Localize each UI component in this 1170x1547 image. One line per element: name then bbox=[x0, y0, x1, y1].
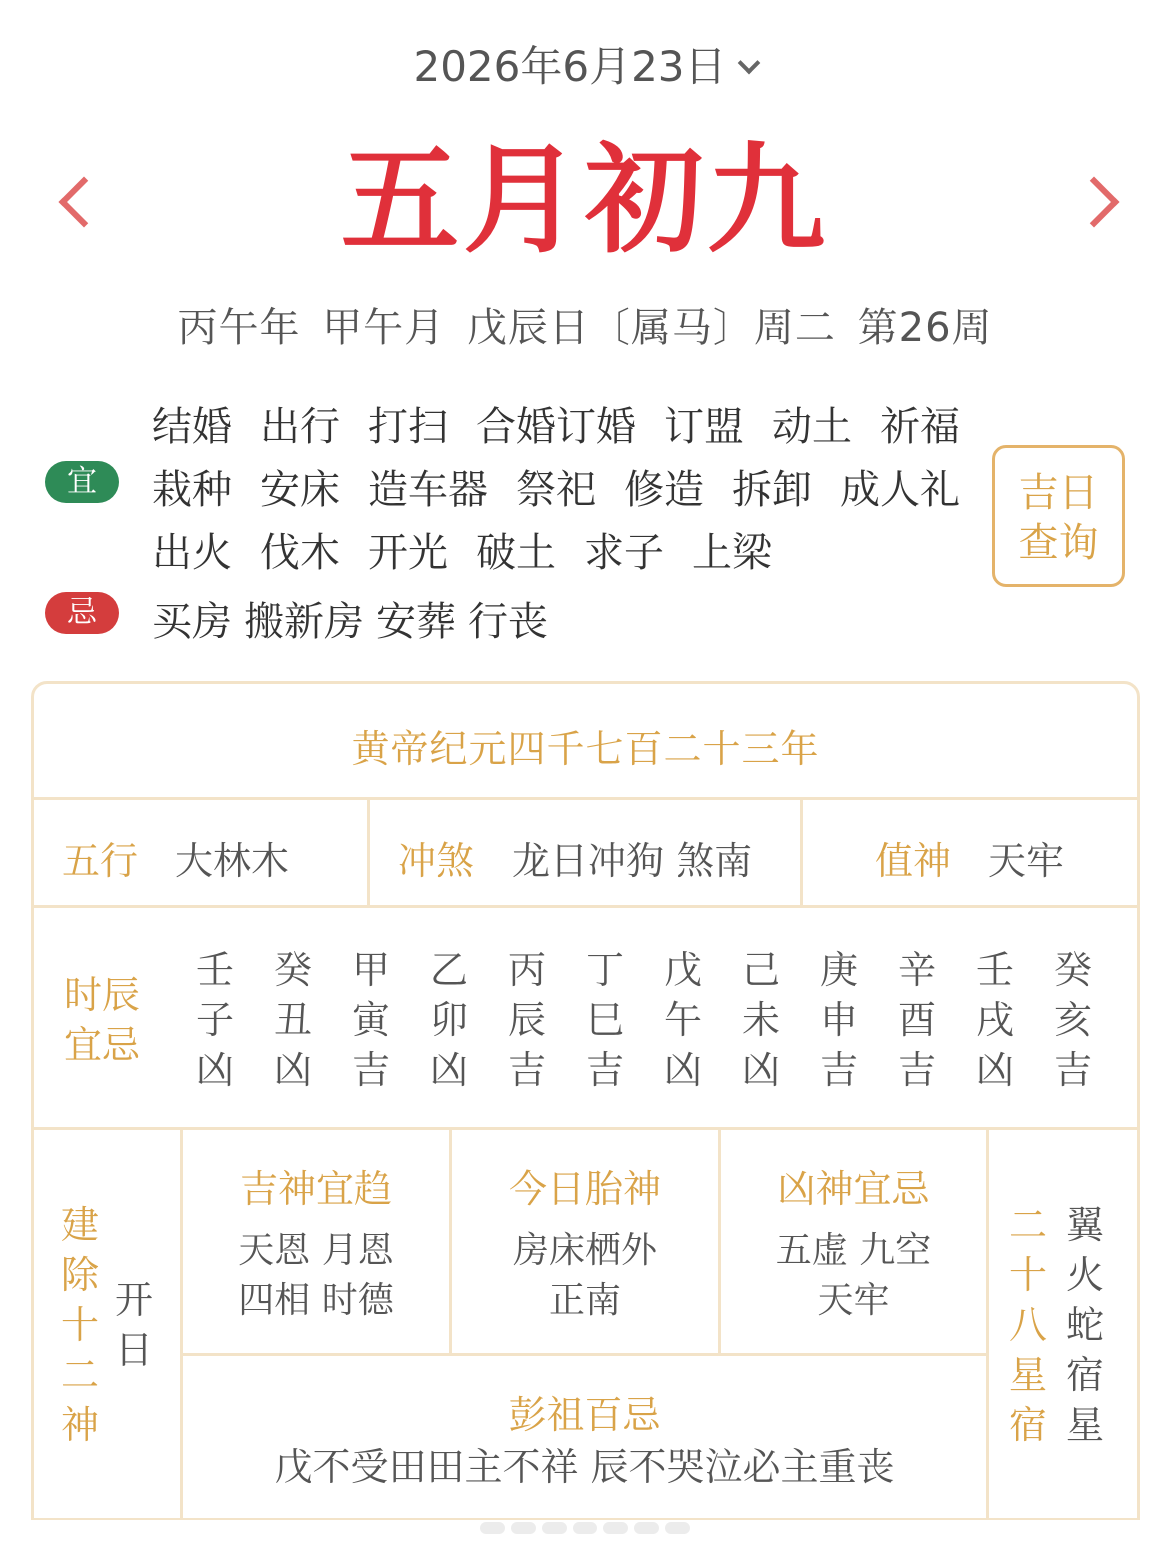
hour-stem: 辛 bbox=[897, 948, 936, 992]
hour-column bbox=[741, 945, 781, 1095]
hour-column bbox=[273, 945, 313, 1095]
hour-fortune: 吉 bbox=[507, 1048, 546, 1092]
hour-fortune: 吉 bbox=[351, 1048, 390, 1092]
yi-item: 安床 bbox=[260, 467, 340, 513]
hour-column bbox=[507, 945, 547, 1095]
yi-badge: 宜 bbox=[45, 461, 119, 503]
jianchu-value-char: 日 bbox=[114, 1328, 153, 1372]
xiongshen-line: 五虚 九空 bbox=[775, 1230, 932, 1271]
taishen-title: 今日胎神 bbox=[508, 1167, 661, 1211]
hour-fortune: 凶 bbox=[975, 1048, 1014, 1092]
chongsha-value: 龙日冲狗 煞南 bbox=[512, 839, 753, 883]
xiongshen-text bbox=[721, 1226, 986, 1326]
yi-item: 拆卸 bbox=[732, 467, 812, 513]
hour-fortune: 吉 bbox=[897, 1048, 936, 1092]
solar-date: 2026年6月23日 bbox=[413, 42, 727, 91]
xiuxing-label-char: 宿 bbox=[1008, 1403, 1047, 1447]
lunar-date: 五月初九 bbox=[340, 130, 829, 269]
xiongshen-line: 天牢 bbox=[817, 1280, 890, 1321]
xiuxing-label-char: 十 bbox=[1008, 1253, 1047, 1297]
jianchu-value bbox=[114, 1275, 154, 1375]
ganzhi-year: 丙午年 bbox=[177, 305, 301, 351]
wuxing-value: 大林木 bbox=[175, 839, 290, 883]
yi-item: 出火 bbox=[152, 530, 232, 576]
page-dot bbox=[573, 1522, 598, 1534]
button-label-line-2: 查询 bbox=[1018, 520, 1099, 566]
hour-branch: 寅 bbox=[351, 998, 390, 1042]
hour-stem: 乙 bbox=[429, 948, 468, 992]
xiongshen-title: 凶神宜忌 bbox=[777, 1167, 930, 1211]
hours-label bbox=[64, 970, 140, 1070]
hour-branch: 申 bbox=[819, 998, 858, 1042]
hours-label-line-2: 宜忌 bbox=[64, 1023, 141, 1067]
zhishen-label: 值神 bbox=[875, 839, 952, 883]
taishen-line: 正南 bbox=[548, 1280, 621, 1321]
hour-stem: 甲 bbox=[351, 948, 390, 992]
jianchu-label-char: 除 bbox=[60, 1253, 99, 1297]
hour-stem: 癸 bbox=[273, 948, 312, 992]
xiuxing-value-char: 翼 bbox=[1065, 1203, 1104, 1247]
hour-branch: 戌 bbox=[975, 998, 1014, 1042]
hour-column bbox=[195, 945, 235, 1095]
auspicious-day-query-button[interactable] bbox=[992, 445, 1125, 587]
chongsha-label: 冲煞 bbox=[398, 839, 475, 883]
hour-branch: 卯 bbox=[429, 998, 468, 1042]
xiuxing-value-char: 星 bbox=[1065, 1403, 1104, 1447]
divider bbox=[367, 797, 370, 905]
xiuxing-value bbox=[1065, 1200, 1105, 1450]
hour-fortune: 吉 bbox=[819, 1048, 858, 1092]
xiuxing-value-char: 宿 bbox=[1065, 1353, 1104, 1397]
hour-column bbox=[585, 945, 625, 1095]
pengzu-title: 彭祖百忌 bbox=[508, 1393, 661, 1437]
hour-stem: 癸 bbox=[1053, 948, 1092, 992]
page-dot bbox=[665, 1522, 690, 1534]
hour-column bbox=[663, 945, 703, 1095]
jianchu-label-char: 神 bbox=[60, 1403, 99, 1447]
yi-item: 成人礼 bbox=[840, 467, 960, 513]
pengzu-text: 戊不受田田主不祥 辰不哭泣必主重丧 bbox=[274, 1445, 895, 1489]
hour-branch: 丑 bbox=[273, 998, 312, 1042]
lunar-row bbox=[0, 120, 1170, 280]
page-indicator bbox=[480, 1522, 690, 1534]
yi-item: 合婚订婚 bbox=[476, 404, 636, 450]
yi-item: 造车器 bbox=[368, 467, 488, 513]
hour-fortune: 凶 bbox=[273, 1048, 312, 1092]
hour-fortune: 凶 bbox=[195, 1048, 234, 1092]
jianchu-label-char: 十 bbox=[60, 1303, 99, 1347]
hour-column bbox=[1053, 945, 1093, 1095]
ji-item: 安葬 bbox=[376, 599, 456, 645]
hour-branch: 巳 bbox=[585, 998, 624, 1042]
yi-item: 破土 bbox=[476, 530, 556, 576]
hour-fortune: 凶 bbox=[429, 1048, 468, 1092]
hour-stem: 丁 bbox=[585, 948, 624, 992]
yi-item: 结婚 bbox=[152, 404, 232, 450]
yi-item: 修造 bbox=[624, 467, 704, 513]
yi-item: 求子 bbox=[584, 530, 664, 576]
divider bbox=[31, 905, 1140, 908]
page-dot bbox=[511, 1522, 536, 1534]
next-day-arrow-icon[interactable] bbox=[1074, 175, 1122, 223]
ganzhi-line bbox=[0, 296, 1170, 353]
hour-column bbox=[897, 945, 937, 1095]
hour-stem: 丙 bbox=[507, 948, 546, 992]
week-number: 第26周 bbox=[857, 305, 993, 351]
hour-stem: 己 bbox=[741, 948, 780, 992]
hour-branch: 辰 bbox=[507, 998, 546, 1042]
date-picker[interactable] bbox=[0, 34, 1170, 94]
page-dot bbox=[480, 1522, 505, 1534]
taishen-line: 房床栖外 bbox=[512, 1230, 657, 1271]
hour-branch: 酉 bbox=[897, 998, 936, 1042]
hour-branch: 子 bbox=[195, 998, 234, 1042]
xiuxing-label-char: 八 bbox=[1008, 1303, 1047, 1347]
yi-item: 出行 bbox=[260, 404, 340, 450]
hour-fortune: 吉 bbox=[1053, 1048, 1092, 1092]
xiuxing-label-char: 星 bbox=[1008, 1353, 1047, 1397]
yi-item: 祈福 bbox=[880, 404, 960, 450]
yi-line-3 bbox=[152, 521, 800, 578]
hour-column bbox=[819, 945, 859, 1095]
ganzhi-day: 戊辰日〔属马〕周二 bbox=[466, 305, 836, 351]
hour-branch: 未 bbox=[741, 998, 780, 1042]
divider bbox=[31, 1127, 1140, 1130]
yi-item: 栽种 bbox=[152, 467, 232, 513]
jianchu-label-char: 二 bbox=[60, 1353, 99, 1397]
hours-label-line-1: 时辰 bbox=[64, 973, 141, 1017]
yi-line-2 bbox=[152, 458, 988, 515]
ganzhi-month: 甲午月 bbox=[322, 305, 446, 351]
wuxing-label: 五行 bbox=[62, 839, 139, 883]
jishen-title: 吉神宜趋 bbox=[239, 1167, 392, 1211]
xiuxing-value-char: 蛇 bbox=[1065, 1303, 1104, 1347]
hour-branch: 亥 bbox=[1053, 998, 1092, 1042]
hour-stem: 戊 bbox=[663, 948, 702, 992]
jishen-line: 四相 时德 bbox=[238, 1280, 394, 1321]
era-title: 黄帝纪元四千七百二十三年 bbox=[351, 727, 820, 771]
divider bbox=[800, 797, 803, 905]
hour-fortune: 凶 bbox=[663, 1048, 702, 1092]
yi-item: 上梁 bbox=[692, 530, 772, 576]
xiuxing-label bbox=[1008, 1200, 1048, 1450]
hour-branch: 午 bbox=[663, 998, 702, 1042]
yi-item: 祭祀 bbox=[516, 467, 596, 513]
ji-item: 买房 bbox=[152, 599, 232, 645]
yi-item: 动土 bbox=[772, 404, 852, 450]
page-dot bbox=[542, 1522, 567, 1534]
hour-fortune: 吉 bbox=[585, 1048, 624, 1092]
hour-column bbox=[429, 945, 469, 1095]
jianchu-label bbox=[60, 1200, 100, 1450]
yi-item: 伐木 bbox=[260, 530, 340, 576]
hour-column bbox=[351, 945, 391, 1095]
yi-item: 订盟 bbox=[664, 404, 744, 450]
divider bbox=[31, 797, 1140, 800]
jianchu-label-char: 建 bbox=[60, 1203, 99, 1247]
hour-stem: 壬 bbox=[195, 948, 234, 992]
ji-item: 行丧 bbox=[468, 599, 548, 645]
yi-item: 打扫 bbox=[368, 404, 448, 450]
jianchu-value-char: 开 bbox=[114, 1278, 153, 1322]
yi-item: 开光 bbox=[368, 530, 448, 576]
page-dot bbox=[603, 1522, 628, 1534]
hour-stem: 壬 bbox=[975, 948, 1014, 992]
xiuxing-label-char: 二 bbox=[1008, 1203, 1047, 1247]
button-label-line-1: 吉日 bbox=[1018, 470, 1099, 516]
ji-item: 搬新房 bbox=[244, 599, 364, 645]
xiuxing-value-char: 火 bbox=[1065, 1253, 1104, 1297]
divider bbox=[986, 1127, 989, 1518]
ji-line bbox=[152, 590, 560, 647]
jishen-text bbox=[183, 1226, 449, 1326]
divider bbox=[182, 1353, 988, 1356]
chevron-down-icon bbox=[737, 52, 760, 75]
hour-column bbox=[975, 945, 1015, 1095]
hour-fortune: 凶 bbox=[741, 1048, 780, 1092]
zhishen-value: 天牢 bbox=[988, 839, 1065, 883]
jishen-line: 天恩 月恩 bbox=[238, 1230, 394, 1271]
page-dot bbox=[634, 1522, 659, 1534]
hour-stem: 庚 bbox=[819, 948, 858, 992]
yi-line-1 bbox=[152, 395, 988, 452]
ji-badge: 忌 bbox=[45, 592, 119, 634]
taishen-text bbox=[452, 1226, 718, 1326]
